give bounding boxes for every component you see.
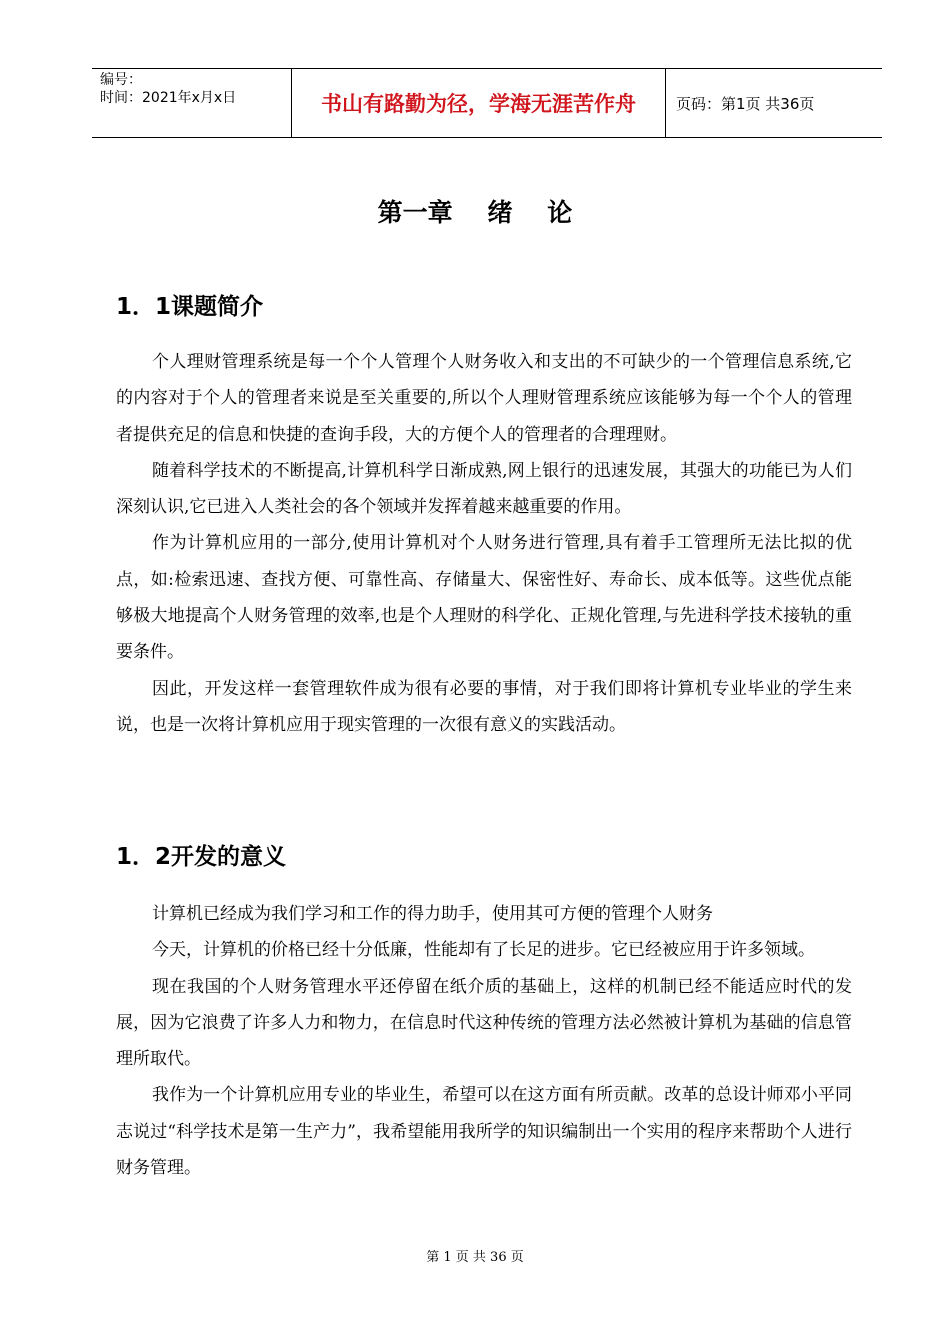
- section-body-1: [116, 344, 852, 743]
- paragraph: 因此，开发这样一套管理软件成为很有必要的事情，对于我们即将计算机专业毕业的学生来说，也是一次将计算机应用于现实管理的一次很有意义的实践活动。: [116, 678, 852, 735]
- section-heading-2: 1．2开发的意义: [116, 844, 287, 870]
- header-meta: [92, 69, 292, 137]
- section-heading-1: 1．1课题简介: [116, 294, 264, 320]
- paragraph: 个人理财管理系统是每一个个人管理个人财务收入和支出的不可缺少的一个管理信息系统,它的内容对于个人的管理者来说是至关重要的,所以个人理财管理系统应该能够为每一个个人的管理者提供充足的信息和快捷的查询手段，大的方便个人的管理者的合理理财。: [116, 352, 852, 445]
- header-page-info: 页码：第1页 共36页: [676, 94, 815, 113]
- paragraph: 今天，计算机的价格已经十分低廉，性能却有了长足的进步。它已经被应用于许多领域。: [152, 940, 815, 961]
- serial-label: 编号：: [100, 72, 142, 88]
- header-motto: 书山有路勤为径，学海无涯苦作舟: [292, 69, 666, 137]
- paragraph: 随着科学技术的不断提高,计算机科学日渐成熟,网上银行的迅速发展，其强大的功能已为人们深刻认识,它已进入人类社会的各个领域并发挥着越来越重要的作用。: [116, 460, 852, 518]
- paragraph: 我作为一个计算机应用专业的毕业生，希望可以在这方面有所贡献。改革的总设计师邓小平同志说过“科学技术是第一生产力”，我希望能用我所学的知识编制出一个实用的程序来帮助个人进行财务管理。: [116, 1085, 852, 1179]
- page-footer: 第 1 页 共 36 页: [426, 1250, 524, 1265]
- paragraph: 现在我国的个人财务管理水平还停留在纸介质的基础上，这样的机制已经不能适应时代的发展，因为它浪费了许多人力和物力，在信息时代这种传统的管理方法必然被计算机为基础的信息管理所取代。: [116, 976, 852, 1070]
- chapter-title: 第一章 绪 论: [377, 198, 573, 227]
- paragraph: 计算机已经成为我们学习和工作的得力助手，使用其可方便的管理个人财务: [152, 904, 713, 924]
- page-header: [92, 68, 882, 138]
- paragraph: 作为计算机应用的一部分,使用计算机对个人财务进行管理,具有着手工管理所无法比拟的优点，如:检索迅速、查找方便、可靠性高、存储量大、保密性好、寿命长、成本低等。这些优点能够极大地提高个人财务管理的效率,也是个人理财的科学化、正规化管理,与先进科学技术接轨的重要条件。: [116, 533, 852, 663]
- time-label: 时间：2021年x月x日: [100, 90, 237, 106]
- section-body-2: [116, 896, 852, 1186]
